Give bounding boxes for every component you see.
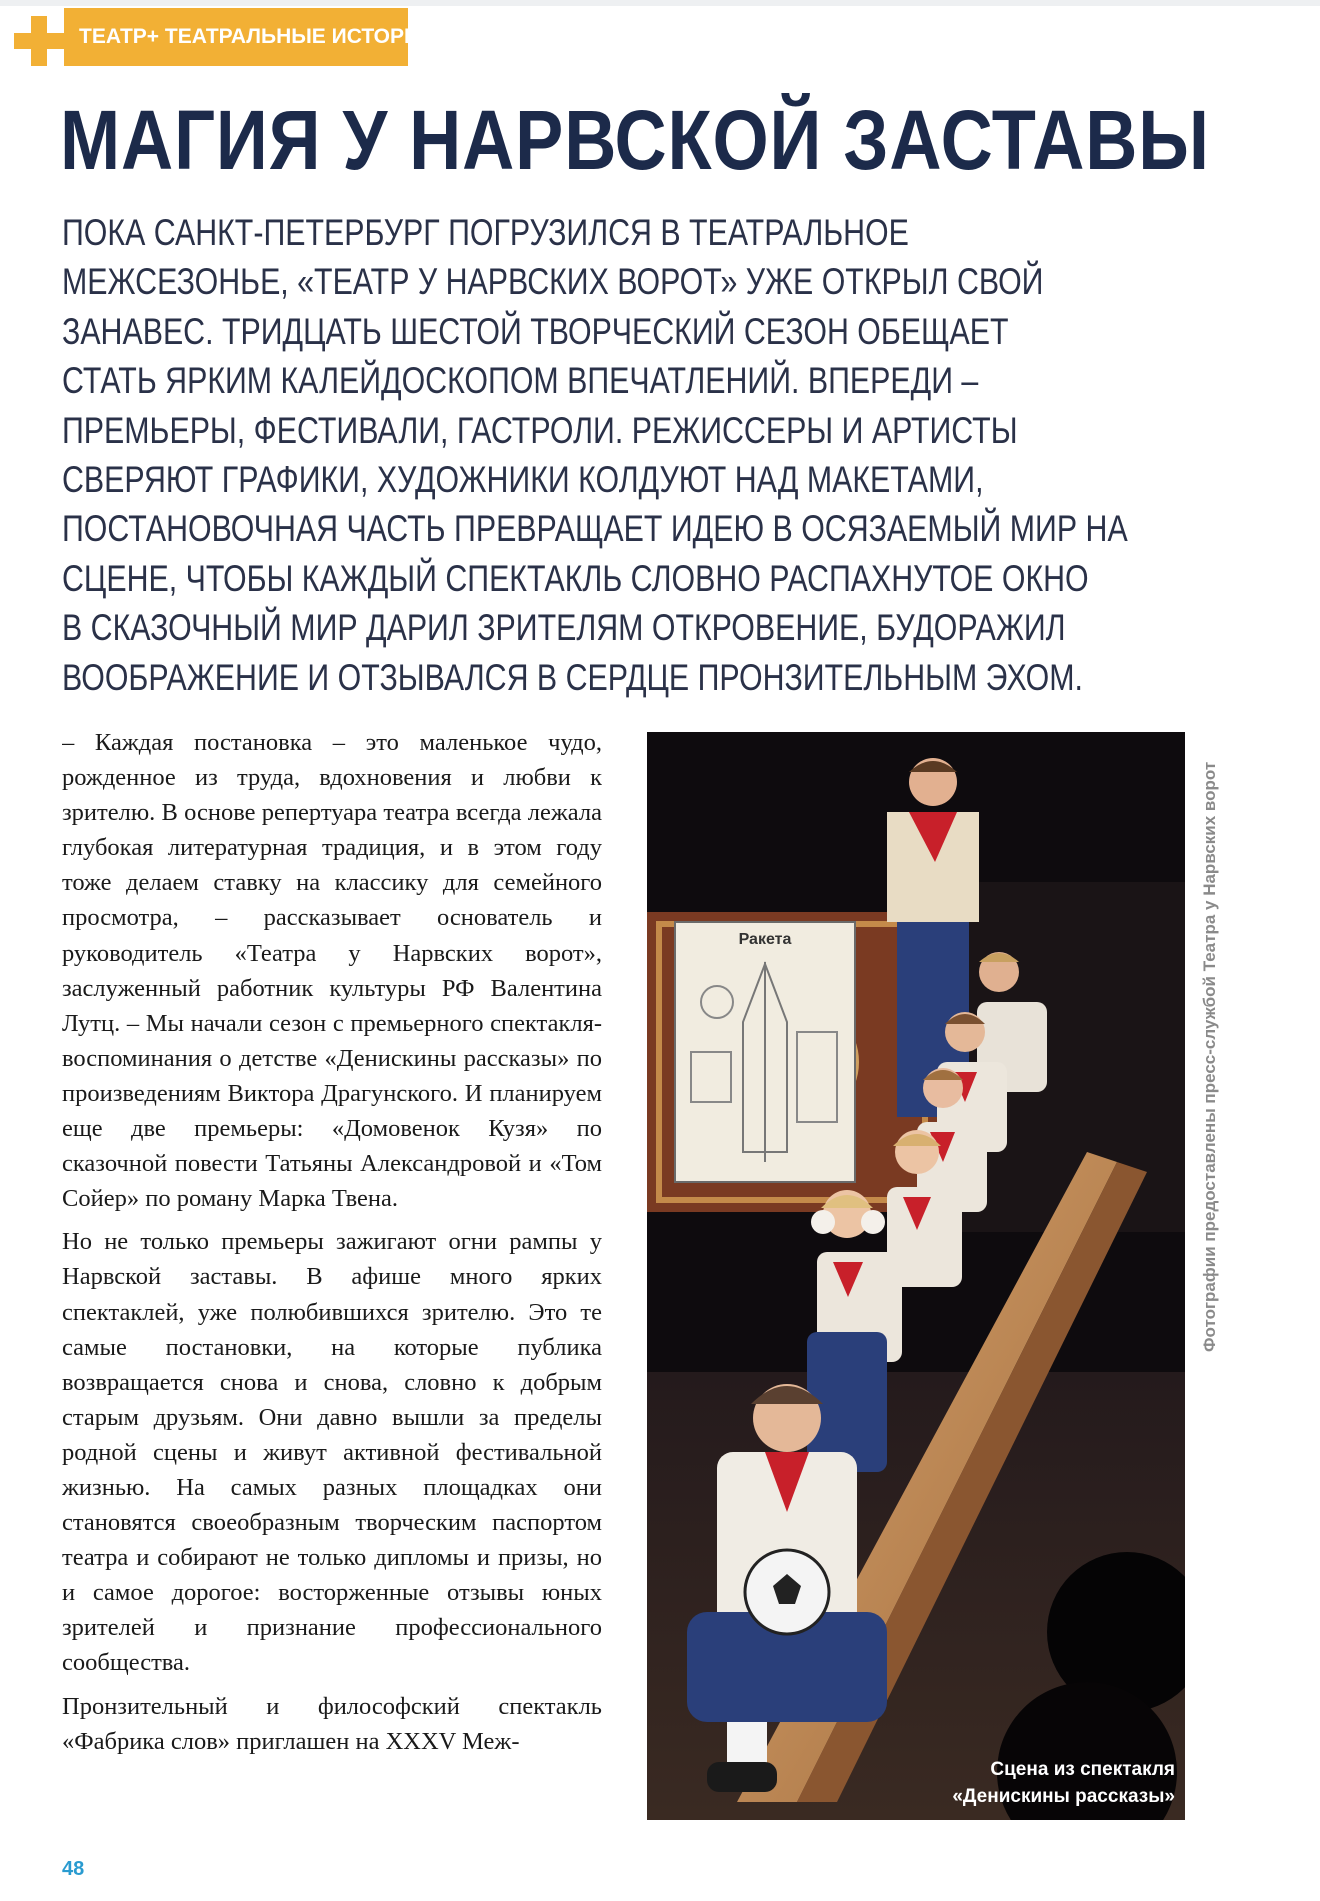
article-title: МАГИЯ У НАРВСКОЙ ЗАСТАВЫ xyxy=(60,93,1210,187)
lead-line: ПРЕМЬЕРЫ, ФЕСТИВАЛИ, ГАСТРОЛИ. РЕЖИССЕРЫ И АРТИСТЫ xyxy=(62,409,1018,451)
lead-line: ЗАНАВЕС. ТРИДЦАТЬ ШЕСТОЙ ТВОРЧЕСКИЙ СЕЗОН ОБЕЩАЕТ xyxy=(62,310,1009,352)
photo-credit: Фотографии предоставлены пресс-службой Театра у Нарвских ворот xyxy=(1200,761,1219,1352)
lead-line: В СКАЗОЧНЫЙ МИР ДАРИЛ ЗРИТЕЛЯМ ОТКРОВЕНИЕ, БУДОРАЖИЛ xyxy=(62,607,1066,649)
section-tag: ТЕАТР+ ТЕАТРАЛЬНЫЕ ИСТОРИИ xyxy=(64,8,408,66)
lead-line: ПОСТАНОВОЧНАЯ ЧАСТЬ ПРЕВРАЩАЕТ ИДЕЮ В ОСЯЗАЕМЫЙ МИР НА xyxy=(62,508,1128,550)
lead-line: ПОКА САНКТ-ПЕТЕРБУРГ ПОГРУЗИЛСЯ В ТЕАТРАЛЬНОЕ xyxy=(62,212,909,253)
poster-title: Ракета xyxy=(738,931,792,948)
photo-caption xyxy=(952,1756,1175,1810)
lead-line: ВООБРАЖЕНИЕ И ОТЗЫВАЛСЯ В СЕРДЦЕ ПРОНЗИТЕЛЬНЫМ ЭХОМ. xyxy=(62,656,1083,698)
lead-line: МЕЖСЕЗОНЬЕ, «ТЕАТР У НАРВСКИХ ВОРОТ» УЖЕ ОТКРЫЛ СВОЙ xyxy=(62,261,1044,303)
body-paragraph: Но не только премьеры зажигают огни рампы у Нарвской заставы. В афише много ярких спектаклей, уже полюбившихся зрителю. Это те самые постановки, на которые публика возвращается снова и снова, словно к добрым старым друзьям. Они давно вышли за пределы родной сцены и живут активной фестивальной жизнью. На самых разных площадках они становятся своеобразным творческим паспортом театра и собирают не только дипломы и призы, но и самое дорогое: восторженные отзывы юных зрителей и признание профессионального сообщества. xyxy=(62,1228,602,1677)
lead-line: СЦЕНЕ, ЧТОБЫ КАЖДЫЙ СПЕКТАКЛЬ СЛОВНО РАСПАХНУТОЕ ОКНО xyxy=(62,557,1089,599)
page-number: 48 xyxy=(62,1858,85,1880)
lead-line: СТАТЬ ЯРКИМ КАЛЕЙДОСКОПОМ ВПЕЧАТЛЕНИЙ. ВПЕРЕДИ – xyxy=(62,360,979,402)
top-strip xyxy=(0,0,1320,6)
body-paragraph: Пронзительный и философский спектакль «Фабрика слов» приглашен на XXXV Меж- xyxy=(62,1692,602,1755)
lead-line: СВЕРЯЮТ ГРАФИКИ, ХУДОЖНИКИ КОЛДУЮТ НАД МАКЕТАМИ, xyxy=(62,459,984,501)
caption-line: «Денискины рассказы» xyxy=(952,1786,1175,1807)
plus-icon xyxy=(14,16,64,66)
body-paragraph: – Каждая постановка – это маленькое чудо, рожденное из труда, вдохновения и любви к зрителю. В основе репертуара театра всегда лежала глубокая литературная традиция, и в этом году тоже делаем ставку на классику для семейного просмотра, – рассказывает основатель и руководитель «Театра у Нарвских ворот», заслуженный работник культуры РФ Валентина Лутц. – Мы начали сезон с премьерного спектакля-воспоминания о детстве «Денискины рассказы» по произведениям Виктора Драгунского. И планируем еще две премьеры: «Домовенок Кузя» по сказочной повести Татьяны Александровой и «Том Сойер» по роману Марка Твена. xyxy=(62,729,602,1213)
article-body xyxy=(62,725,602,1830)
stage-scene-illustration xyxy=(647,732,1185,1820)
article-lead xyxy=(62,208,1210,702)
stage-photo xyxy=(647,732,1185,1820)
caption-line: Сцена из спектакля xyxy=(990,1759,1175,1780)
